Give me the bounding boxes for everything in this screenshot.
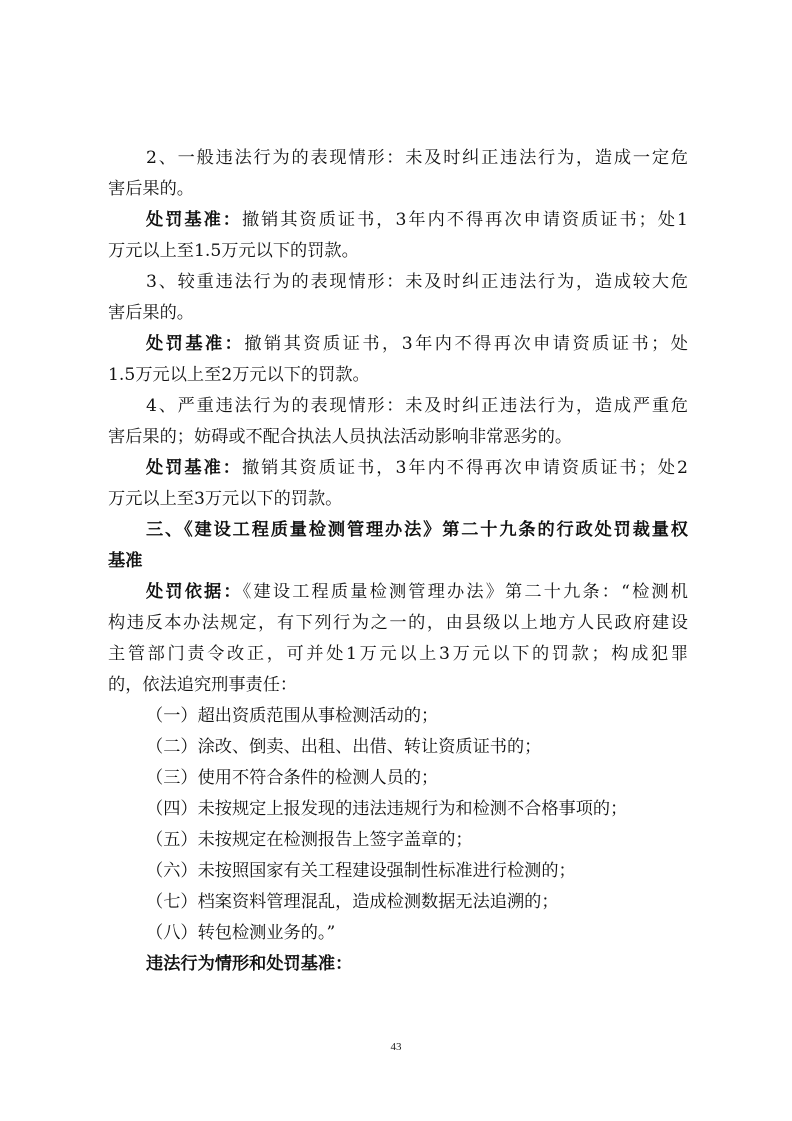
bold-text-segment: 处罚基准： (146, 458, 242, 478)
text-line (108, 267, 688, 298)
text-segment: 《建设工程质量检测管理办法》第二十九条：“检测机 (242, 582, 688, 602)
text-line (108, 608, 688, 639)
text-line (108, 639, 688, 670)
bold-text-segment: 违法行为情形和处罚基准： (146, 954, 353, 974)
text-line (108, 205, 688, 236)
bold-text-segment: 处罚基准： (146, 210, 242, 230)
text-line (108, 174, 688, 205)
bold-text-segment: 基准 (108, 551, 143, 571)
text-line (108, 701, 688, 732)
text-line (108, 794, 688, 825)
text-segment: （七）档案资料管理混乱，造成检测数据无法追溯的； (146, 892, 559, 912)
text-segment: 3、较重违法行为的表现情形：未及时纠正违法行为，造成较大危 (146, 272, 688, 292)
text-line (108, 763, 688, 794)
text-segment: （一）超出资质范围从事检测活动的； (146, 706, 439, 726)
text-segment: 万元以上至1.5万元以下的罚款。 (108, 241, 359, 261)
text-segment: （三）使用不符合条件的检测人员的； (146, 768, 439, 788)
text-segment: 的，依法追究刑事责任： (108, 675, 298, 695)
text-segment: （二）涂改、倒卖、出租、出借、转让资质证书的； (146, 737, 542, 757)
text-line (108, 484, 688, 515)
bold-text-segment: 处罚基准： (146, 334, 245, 354)
text-segment: （六）未按照国家有关工程建设强制性标准进行检测的； (146, 861, 576, 881)
text-line (108, 825, 688, 856)
text-line (108, 453, 688, 484)
text-segment: 害后果的。 (108, 179, 194, 199)
text-line (108, 143, 688, 174)
text-segment: 撤销其资质证书，3年内不得再次申请资质证书；处1 (241, 210, 688, 230)
text-line (108, 949, 688, 980)
text-line (108, 236, 688, 267)
text-line (108, 329, 688, 360)
text-line (108, 577, 688, 608)
page-number: 43 (390, 1041, 402, 1053)
text-line (108, 670, 688, 701)
text-segment: （八）转包检测业务的。” (146, 923, 336, 943)
text-segment: 害后果的。 (108, 303, 194, 323)
text-segment: 2、一般违法行为的表现情形：未及时纠正违法行为，造成一定危 (146, 148, 688, 168)
text-line (108, 546, 688, 577)
bold-text-segment: 处罚依据： (146, 582, 243, 602)
text-segment: 1.5万元以上至2万元以下的罚款。 (108, 365, 370, 385)
bold-text-segment: 三、《建设工程质量检测管理办法》第二十九条的行政处罚裁量权 (146, 520, 688, 540)
text-line (108, 391, 688, 422)
text-segment: 主管部门责令改正，可并处1万元以上3万元以下的罚款；构成犯罪 (108, 644, 688, 664)
text-segment: 万元以上至3万元以下的罚款。 (108, 489, 343, 509)
text-line (108, 360, 688, 391)
text-line (108, 918, 688, 949)
text-segment: 撤销其资质证书，3年内不得再次申请资质证书；处 (244, 334, 688, 354)
text-line (108, 856, 688, 887)
text-line (108, 887, 688, 918)
text-segment: （四）未按规定上报发现的违法违规行为和检测不合格事项的； (146, 799, 628, 819)
document-body (108, 143, 688, 980)
text-segment: （五）未按规定在检测报告上签字盖章的； (146, 830, 473, 850)
text-line (108, 298, 688, 329)
text-line (108, 732, 688, 763)
text-segment: 构违反本办法规定，有下列行为之一的，由县级以上地方人民政府建设 (108, 613, 688, 633)
text-segment: 4、严重违法行为的表现情形：未及时纠正违法行为，造成严重危 (146, 396, 688, 416)
text-line (108, 422, 688, 453)
text-segment: 撤销其资质证书，3年内不得再次申请资质证书；处2 (241, 458, 688, 478)
text-line (108, 515, 688, 546)
text-segment: 害后果的；妨碍或不配合执法人员执法活动影响非常恶劣的。 (108, 427, 573, 447)
